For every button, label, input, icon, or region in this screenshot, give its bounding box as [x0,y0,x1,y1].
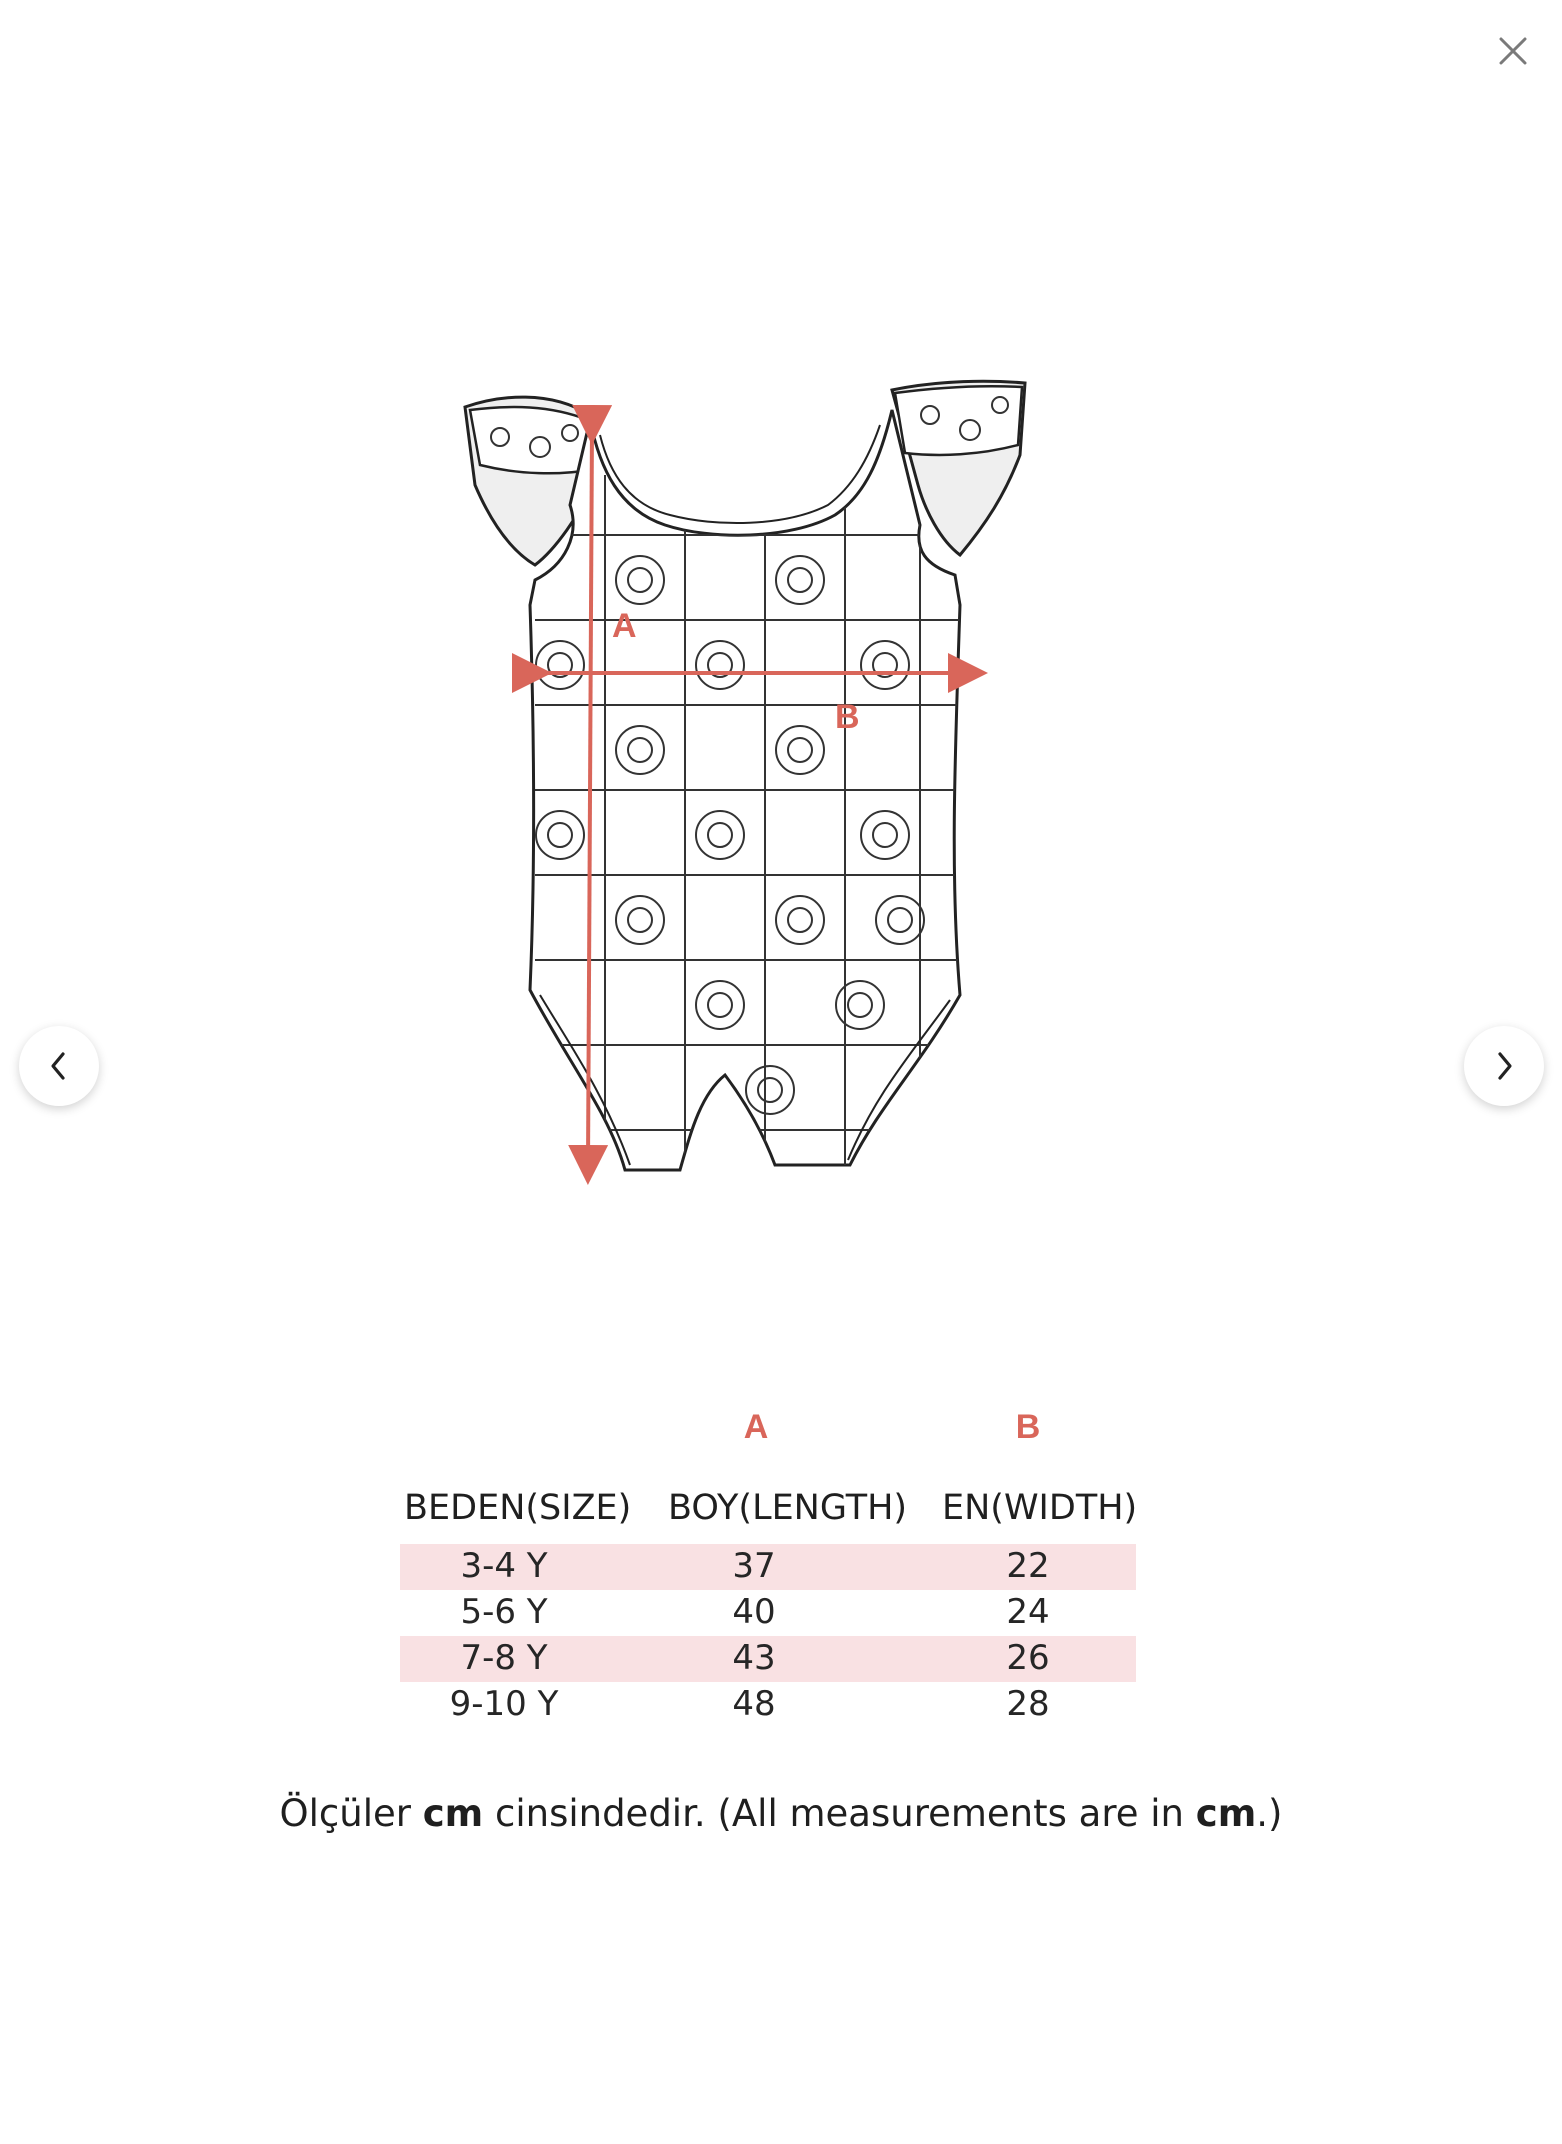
swimsuit-measurement-illustration [440,375,1060,1205]
length-cell: 40 [732,1592,776,1632]
width-cell: 24 [1006,1592,1050,1632]
width-cell: 28 [1006,1684,1050,1724]
length-cell: 48 [732,1684,776,1724]
size-cell: 3-4 Y [460,1546,548,1586]
column-letter-a: A [743,1408,769,1446]
footnote-unit-2: cm [1195,1792,1257,1835]
next-image-button[interactable] [1464,1026,1544,1106]
chevron-right-icon [1490,1050,1518,1082]
width-cell: 22 [1006,1546,1050,1586]
length-cell: 43 [732,1638,776,1678]
footnote-unit-1: cm [422,1792,484,1835]
table-body [400,1544,1136,1728]
measurement-footnote [0,1792,1562,1835]
header-length: BOY(LENGTH) [668,1488,908,1528]
size-cell: 9-10 Y [449,1684,559,1724]
header-width: EN(WIDTH) [942,1488,1138,1528]
footnote-text-1: Ölçüler [279,1792,423,1835]
previous-image-button[interactable] [19,1026,99,1106]
size-cell: 5-6 Y [460,1592,548,1632]
footnote-text-3: .) [1256,1792,1283,1835]
table-row [400,1682,1136,1728]
size-cell: 7-8 Y [460,1638,548,1678]
table-row [400,1636,1136,1682]
table-row [400,1590,1136,1636]
close-button[interactable] [1488,26,1538,76]
chevron-left-icon [45,1050,73,1082]
label-b: B [835,698,860,736]
header-size: BEDEN(SIZE) [404,1488,632,1528]
length-cell: 37 [732,1546,776,1586]
width-cell: 26 [1006,1638,1050,1678]
table-header [400,1488,1136,1534]
footnote-text-2: cinsindedir. (All measurements are in [483,1792,1196,1835]
column-letter-b: B [1015,1408,1041,1446]
table-row [400,1544,1136,1590]
label-a: A [612,607,637,645]
close-icon [1488,26,1538,76]
